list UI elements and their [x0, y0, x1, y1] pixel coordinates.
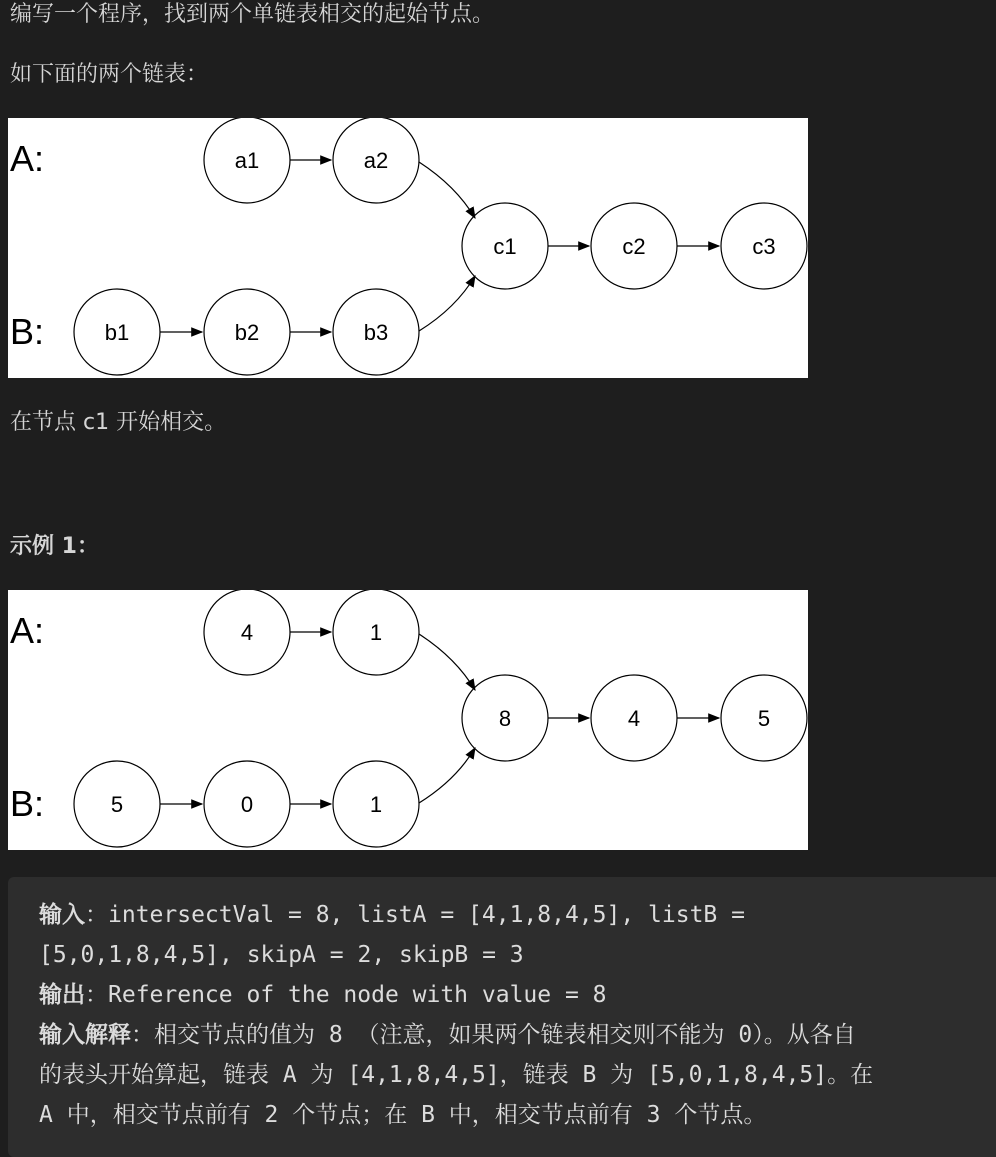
intro-text: 编写一个程序，找到两个单链表相交的起始节点。 [10, 2, 495, 27]
node-c3 [721, 203, 807, 289]
code-line-output [39, 975, 989, 1015]
code-line-explain-3: A 中，相交节点前有 2 个节点；在 B 中，相交节点前有 3 个节点。 [39, 1102, 767, 1128]
node-b-2 [204, 761, 290, 847]
node-b-3 [333, 761, 419, 847]
node-b2 [204, 289, 290, 375]
example1-title: 示例 1： [10, 534, 99, 559]
label-a: A: [10, 610, 45, 651]
svg-text:c2: c2 [622, 234, 646, 259]
explain-label: 输入解释 [39, 1022, 131, 1048]
figure-svg [8, 118, 808, 378]
svg-text:8: 8 [498, 706, 512, 731]
node-a-1 [204, 590, 290, 675]
output-label: 输出 [39, 982, 85, 1008]
svg-text:c1: c1 [493, 234, 517, 259]
figure-example1 [8, 590, 808, 850]
code-line-input [39, 895, 989, 935]
label-b: B: [10, 783, 45, 824]
svg-text:5: 5 [757, 706, 771, 731]
label-b: B: [10, 311, 45, 352]
svg-text:1: 1 [369, 620, 383, 645]
node-b3 [333, 289, 419, 375]
code-line-input-cont: [5,0,1,8,4,5], skipA = 2, skipB = 3 [39, 942, 524, 968]
node-c-2 [591, 675, 677, 761]
svg-text:1: 1 [369, 792, 383, 817]
node-c2 [591, 203, 677, 289]
node-a-2 [333, 590, 419, 675]
node-a1 [204, 118, 290, 203]
node-b1 [74, 289, 160, 375]
output-value: ：Reference of the node with value = 8 [85, 982, 607, 1008]
intersect-text: 在节点 c1 开始相交。 [10, 410, 227, 435]
code-content [39, 895, 989, 1135]
figure-linked-lists [8, 118, 808, 378]
node-b-1 [74, 761, 160, 847]
label-a: A: [10, 138, 45, 179]
svg-text:4: 4 [240, 620, 254, 645]
svg-text:b2: b2 [234, 320, 260, 345]
svg-text:0: 0 [240, 792, 254, 817]
example-lead-text: 如下面的两个链表： [10, 62, 209, 87]
svg-text:a2: a2 [363, 148, 389, 173]
svg-text:4: 4 [627, 706, 641, 731]
figure-example1-svg [8, 590, 808, 850]
svg-text:b1: b1 [104, 320, 130, 345]
explain-value-1: ：相交节点的值为 8 （注意，如果两个链表相交则不能为 0）。从各自 [131, 1022, 856, 1048]
code-line-explain-2: 的表头开始算起，链表 A 为 [4,1,8,4,5]，链表 B 为 [5,0,1,8,4,5]。在 [39, 1062, 874, 1088]
svg-text:5: 5 [110, 792, 124, 817]
svg-text:c3: c3 [752, 234, 776, 259]
svg-text:b3: b3 [363, 320, 389, 345]
code-line-explain [39, 1015, 989, 1055]
svg-text:a1: a1 [234, 148, 260, 173]
input-value-1: ：intersectVal = 8, listA = [4,1,8,4,5], listB = [85, 902, 745, 928]
node-a2 [333, 118, 419, 203]
input-label: 输入 [39, 902, 85, 928]
node-c-3 [721, 675, 807, 761]
